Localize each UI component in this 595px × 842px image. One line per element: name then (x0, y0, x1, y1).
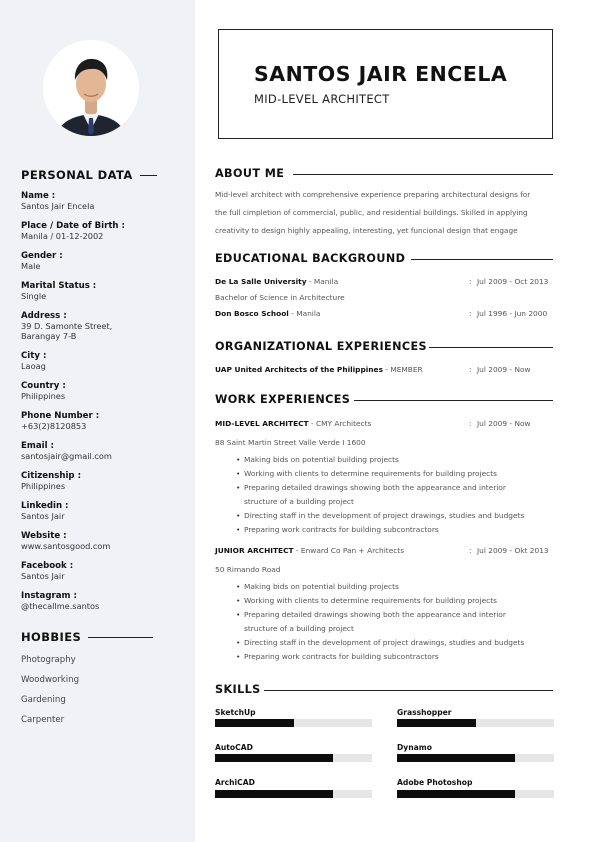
skills-heading: SKILLS (215, 683, 261, 696)
about-text (215, 186, 560, 240)
skill-level (215, 719, 294, 727)
field-country: Country : Philippines (21, 381, 66, 401)
hobbies-heading: HOBBIES (21, 630, 153, 644)
skill-bar (397, 719, 554, 727)
skill-bar (215, 754, 372, 762)
section-rule (293, 174, 553, 175)
list-item: • Making bids on potential building projects (236, 453, 546, 467)
skill-level (215, 754, 333, 762)
list-item: • Directing staff in the development of project drawings, studies and budgets (236, 509, 546, 523)
organization-entry: UAP United Architects of the Philippines - MEMBER (215, 365, 423, 374)
organizations-heading: ORGANIZATIONAL EXPERIENCES (215, 340, 427, 353)
list-item: • Working with clients to determine requirements for building projects (236, 594, 546, 608)
job-dates: Jul 2009 - Okt 2013 (477, 546, 549, 555)
field-gender: Gender : Male (21, 251, 63, 271)
job-duties (236, 580, 546, 664)
section-rule (264, 690, 553, 691)
job-duties (236, 453, 546, 537)
skill-name: AutoCAD (215, 743, 253, 752)
job-title: JUNIOR ARCHITECT - Enward Co Pan + Architects (215, 546, 405, 555)
field-instagram: Instagram : @thecallme.santos (21, 591, 100, 611)
skill-bar (397, 790, 554, 798)
hobby-item: Gardening (21, 695, 66, 705)
heading-rule (88, 637, 153, 638)
education-dates: Jul 1996 - Jun 2000 (477, 309, 548, 318)
profile-photo (43, 40, 139, 136)
skill-bar (215, 790, 372, 798)
list-item: structure of a building project (244, 497, 354, 506)
education-degree: Bachelor of Science in Architecture (215, 293, 345, 302)
hobby-item: Carpenter (21, 715, 65, 725)
field-citizenship: Citizenship : Philippines (21, 471, 82, 491)
job-dates: Jul 2009 - Now (477, 419, 531, 428)
list-item: • Preparing detailed drawings showing both the appearance and interior (236, 481, 546, 495)
education-entry: Don Bosco School - Manila (215, 309, 321, 318)
heading-rule (140, 175, 157, 176)
job-role: MID-LEVEL ARCHITECT (254, 92, 390, 106)
colon-separator: : (469, 309, 472, 318)
colon-separator: : (469, 419, 472, 428)
skill-level (215, 790, 333, 798)
list-item: structure of a building project (244, 624, 354, 633)
education-entry: De La Salle University - Manila (215, 277, 339, 286)
avatar (43, 40, 139, 136)
field-phone: Phone Number : +63(2)8120853 (21, 411, 100, 431)
section-rule (354, 400, 553, 401)
list-item: • Working with clients to determine requirements for building projects (236, 467, 546, 481)
education-heading: EDUCATIONAL BACKGROUND (215, 252, 406, 265)
skill-bar (397, 754, 554, 762)
skill-level (397, 719, 476, 727)
section-rule (429, 347, 553, 348)
hobby-item: Photography (21, 655, 76, 665)
hobby-item: Woodworking (21, 675, 80, 685)
job-address: 50 Rimando Road (215, 565, 281, 574)
field-linkedin: Linkedin : Santos Jair (21, 501, 69, 521)
about-line: Mid-level architect with comprehensive experience preparing architectural designs for (215, 190, 531, 199)
colon-separator: : (469, 277, 472, 286)
skill-level (397, 790, 515, 798)
colon-separator: : (469, 546, 472, 555)
field-city: City : Laoag (21, 351, 47, 371)
list-item: • Preparing detailed drawings showing both the appearance and interior (236, 608, 546, 622)
field-birth: Place / Date of Birth : Manila / 01-12-2002 (21, 221, 125, 241)
full-name: SANTOS JAIR ENCELA (254, 62, 508, 86)
job-title: MID-LEVEL ARCHITECT - CMY Architects (215, 419, 372, 428)
field-email: Email : santosjair@gmail.com (21, 441, 112, 461)
skill-level (397, 754, 515, 762)
skill-name: Grasshopper (397, 708, 452, 717)
field-name: Name : Santos Jair Encela (21, 191, 95, 211)
about-heading: ABOUT ME (215, 167, 285, 180)
field-address: Address : 39 D. Samonte Street, Barangay 7-B (21, 311, 113, 341)
organization-dates: Jul 2009 - Now (477, 365, 531, 374)
skill-name: SketchUp (215, 708, 256, 717)
section-rule (411, 259, 553, 260)
field-website: Website : www.santosgood.com (21, 531, 111, 551)
list-item: • Preparing work contracts for building subcontractors (236, 650, 546, 664)
skill-name: Dynamo (397, 743, 432, 752)
sidebar (0, 0, 195, 842)
colon-separator: : (469, 365, 472, 374)
name-box (218, 29, 553, 139)
list-item: • Preparing work contracts for building subcontractors (236, 523, 546, 537)
job-address: 88 Saint Martin Street Valle Verde I 1600 (215, 438, 366, 447)
about-line: creativity to design highly appealing, interesting, yet funcional design that engage (215, 226, 518, 235)
list-item: • Directing staff in the development of project drawings, studies and budgets (236, 636, 546, 650)
skill-name: ArchiCAD (215, 778, 255, 787)
about-line: the full cimpletion of commercial, public, and residential buildings. Skilled in applying (215, 208, 528, 217)
list-item: • Making bids on potential building projects (236, 580, 546, 594)
skill-name: Adobe Photoshop (397, 778, 473, 787)
skill-bar (215, 719, 372, 727)
field-facebook: Facebook : Santos Jair (21, 561, 74, 581)
field-marital-status: Marital Status : Single (21, 281, 97, 301)
work-heading: WORK EXPERIENCES (215, 393, 351, 406)
education-dates: Jul 2009 - Oct 2013 (477, 277, 549, 286)
personal-data-heading: PERSONAL DATA (21, 168, 157, 182)
